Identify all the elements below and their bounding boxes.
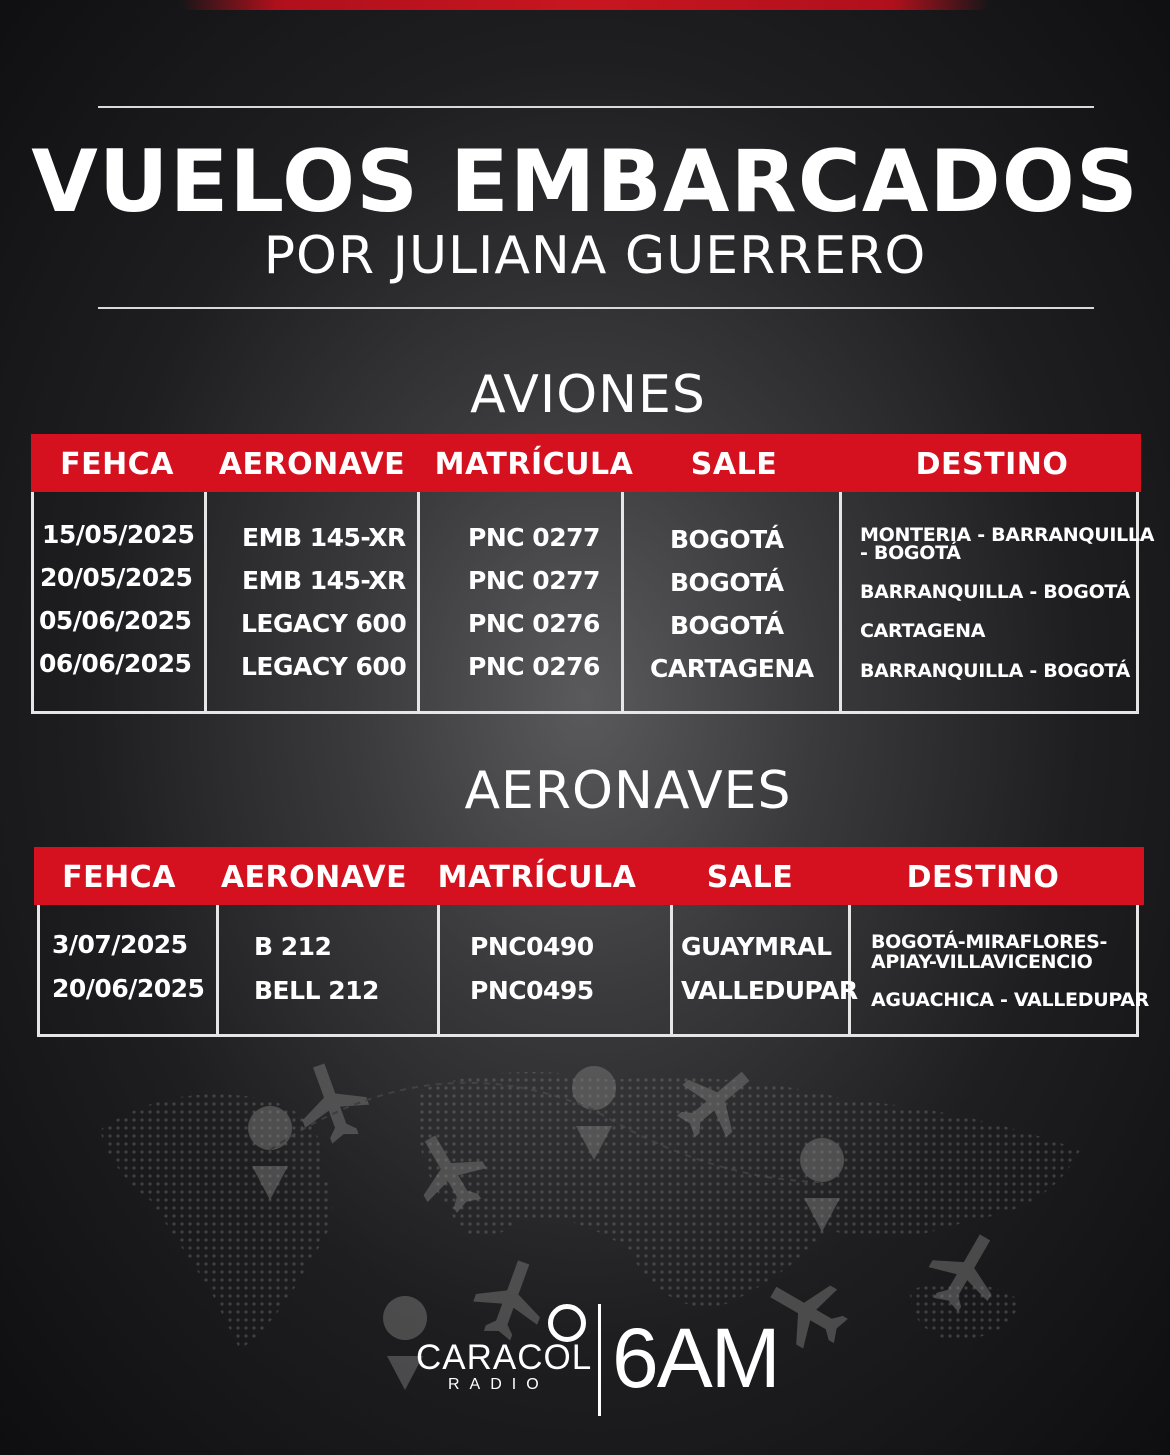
cell-sale: VALLEDUPAR [681,976,858,1005]
column-divider [204,492,207,711]
cell-aeronave: LEGACY 600 [241,652,407,681]
cell-destino: BOGOTÁ-MIRAFLORES- [871,931,1108,953]
aviones-table-header [31,434,1141,492]
aviones-table [31,434,1155,716]
cell-fecha: 20/05/2025 [40,563,193,592]
header-sale: SALE [706,860,794,895]
logo-sub: RADIO [448,1376,549,1393]
cell-matricula: PNC 0277 [468,566,600,595]
location-pin-icon [800,1138,844,1232]
page-subtitle: POR JULIANA GUERRERO [263,226,927,286]
header-aeronave: AERONAVE [220,860,408,895]
cell-destino: AGUACHICA - VALLEDUPAR [871,989,1149,1011]
column-divider [839,492,842,711]
header-fecha: FEHCA [62,860,176,895]
cell-matricula: PNC0495 [470,976,594,1005]
cell-destino: BARRANQUILLA - BOGOTÁ [860,660,1131,682]
caracol-6am-logo [0,1290,1170,1420]
logo-program: 6AM [612,1311,779,1405]
cell-sale: GUAYMRAL [681,932,832,961]
cell-matricula: PNC 0277 [468,523,600,552]
column-divider [417,492,420,711]
cell-destino: BARRANQUILLA - BOGOTÁ [860,581,1131,603]
cell-sale: BOGOTÁ [670,568,784,597]
bottom-divider [98,307,1094,309]
top-divider [98,106,1094,108]
logo-divider [598,1304,601,1416]
cell-aeronave: EMB 145-XR [242,523,406,552]
aviones-table-body [31,492,1155,714]
column-divider [437,905,440,1034]
logo-brand: CARACOL [416,1338,593,1377]
cell-fecha: 05/06/2025 [39,606,192,635]
header-fecha: FEHCA [60,447,174,482]
header-destino: DESTINO [915,447,1069,482]
cell-aeronave: B 212 [254,932,332,961]
column-divider [621,492,624,711]
cell-matricula: PNC 0276 [468,609,600,638]
caracol-o-icon [548,1304,586,1342]
cell-sale: BOGOTÁ [670,611,784,640]
location-pin-icon [572,1066,616,1160]
airplane-icon [664,1050,767,1152]
top-red-bar [180,0,990,10]
header-matricula: MATRÍCULA [434,447,634,482]
section-heading-aviones: AVIONES [470,365,706,425]
cell-fecha: 06/06/2025 [39,649,192,678]
cell-aeronave: BELL 212 [254,976,379,1005]
aeronaves-table [34,847,1149,1039]
cell-sale: CARTAGENA [650,654,814,683]
cell-fecha: 3/07/2025 [52,930,188,959]
header-sale: SALE [690,447,778,482]
header-matricula: MATRÍCULA [437,860,637,895]
column-divider [216,905,219,1034]
cell-aeronave: EMB 145-XR [242,566,406,595]
cell-matricula: PNC0490 [470,932,594,961]
airplane-icon [401,1121,499,1223]
header-destino: DESTINO [906,860,1060,895]
cell-sale: BOGOTÁ [670,525,784,554]
cell-matricula: PNC 0276 [468,652,600,681]
page-title: VUELOS EMBARCADOS [31,132,1139,232]
cell-destino: MONTERIA - BARRANQUILLA [860,524,1155,546]
cell-destino-line2: - BOGOTÁ [860,542,961,564]
cell-destino-line2: APIAY-VILLAVICENCIO [871,951,1093,973]
section-heading-aeronaves: AERONAVES [464,761,792,821]
column-divider [670,905,673,1034]
column-divider [848,905,851,1034]
cell-aeronave: LEGACY 600 [241,609,407,638]
cell-fecha: 20/06/2025 [52,974,205,1003]
header-aeronave: AERONAVE [218,447,406,482]
cell-destino: CARTAGENA [860,620,986,642]
airplane-icon [287,1054,378,1151]
cell-fecha: 15/05/2025 [42,520,195,549]
aeronaves-table-header [34,847,1144,905]
location-pin-icon [248,1106,292,1200]
aeronaves-table-body [37,905,1149,1037]
